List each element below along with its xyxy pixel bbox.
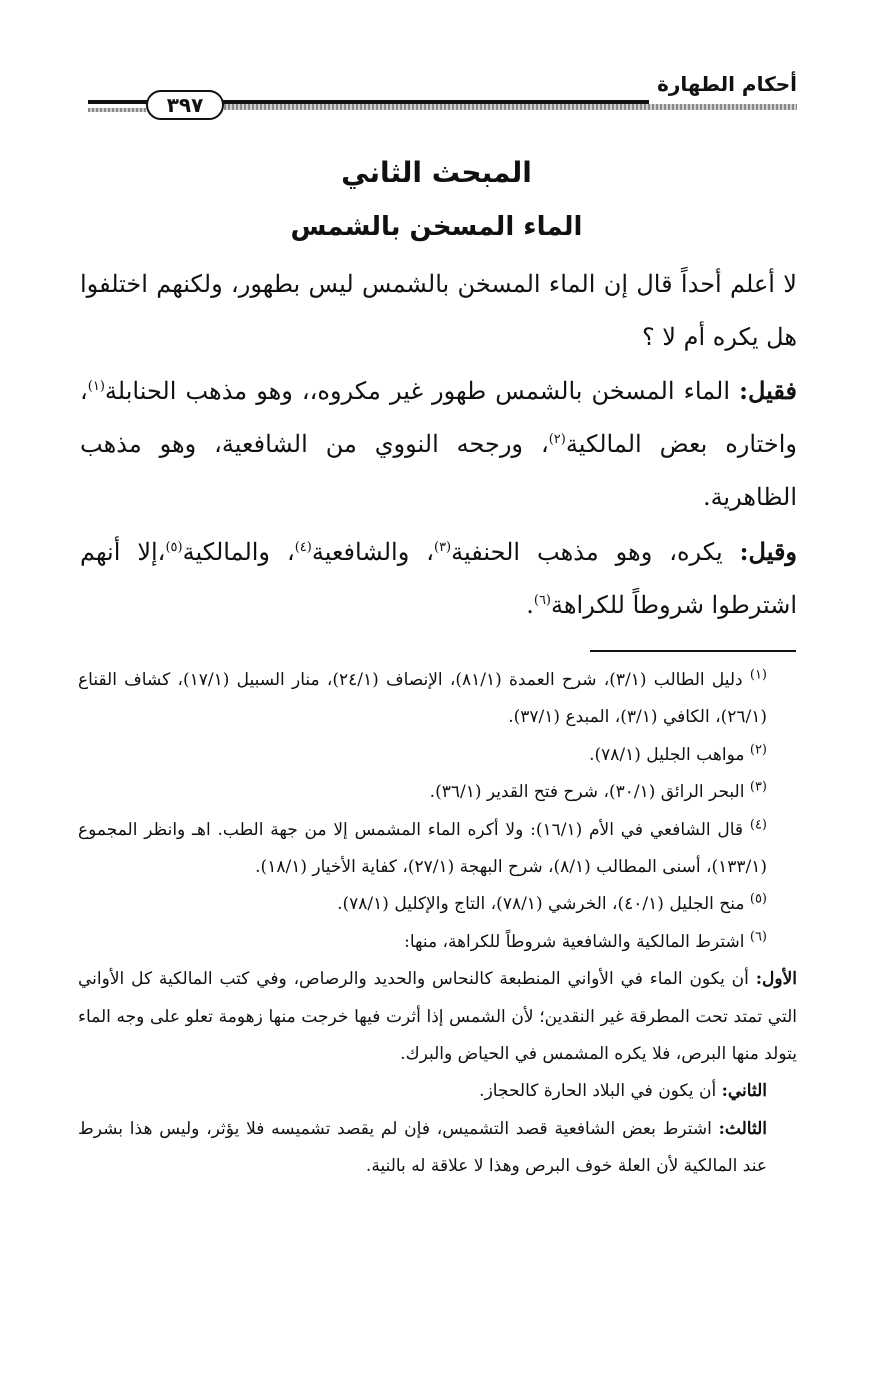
- footnote-ref[interactable]: (١): [87, 379, 105, 394]
- paragraph-text: ، واختاره بعض المالكية: [80, 377, 797, 458]
- condition-lead: الثاني:: [721, 1081, 767, 1102]
- paragraph-text: يكره، وهو مذهب الحنفية: [451, 538, 740, 566]
- header-rule-shade-left: [88, 108, 146, 112]
- condition-text: أن يكون في البلاد الحارة كالحجاز.: [479, 1081, 722, 1102]
- condition-text: اشترط بعض الشافعية قصد التشميس، فإن لم يقصد تشميسه فلا يؤثر، وليس هذا بشرط عند المالكية لأن العلة خوف البرص وهذا لا علاقة له بالنية.: [78, 1118, 767, 1177]
- running-header-title: أحكام الطهارة: [657, 72, 797, 96]
- paragraph-second-opinion: [80, 525, 797, 632]
- footnote-mark: (١): [749, 667, 767, 683]
- footnote-mark: (٥): [749, 891, 767, 907]
- footnote-ref[interactable]: (٣): [433, 540, 452, 555]
- opinion-lead: وقيل:: [739, 537, 798, 566]
- paragraph-first-opinion: [80, 364, 797, 524]
- footnote-mark: (٢): [749, 742, 767, 758]
- footnote-5: [78, 886, 797, 923]
- header-rule-shade: [224, 104, 797, 110]
- condition-lead: الثالث:: [718, 1118, 767, 1139]
- footnote-4: [78, 812, 797, 887]
- opinion-lead: فقيل:: [739, 376, 797, 405]
- paragraph-text: .: [526, 591, 534, 619]
- paragraph-text: ، والمالكية: [182, 538, 295, 566]
- condition-second: [78, 1073, 797, 1110]
- footnote-3: [78, 774, 797, 811]
- condition-third: [78, 1111, 797, 1186]
- paragraph-intro: لا أعلم أحداً قال إن الماء المسخن بالشمس ليس بطهور، ولكنهم اختلفوا هل يكره أم لا ؟: [80, 270, 797, 351]
- footnote-text: مواهب الجليل (٧٨/١).: [589, 744, 750, 765]
- footnote-1: [78, 662, 797, 737]
- topic-title: الماء المسخن بالشمس: [290, 212, 583, 242]
- footnote-mark: (٤): [749, 816, 767, 832]
- paragraph-text: ، ورجحه النووي من الشافعية، وهو مذهب الظاهرية.: [80, 430, 797, 511]
- footnote-ref[interactable]: (٦): [533, 593, 551, 608]
- footnote-text: قال الشافعي في الأم (١٦/١): ولا أكره الماء المشمس إلا من جهة الطب. اهـ وانظر المجموع (١٣٣/١)، أسنى المطالب (٨/١)، شرح البهجة (٢٧/١)، كفاية الأخيار (١٨/١).: [78, 819, 767, 878]
- footnote-text: دليل الطالب (٣/١)، شرح العمدة (٨١/١)، الإنصاف (٢٤/١)، منار السبيل (١٧/١)، كشاف القناع (٢٦/١)، الكافي (٣/١)، المبدع (٣٧/١).: [78, 670, 767, 728]
- page-number-badge: ٣٩٧: [146, 90, 224, 120]
- condition-text: أن يكون الماء في الأواني المنطبعة كالنحاس والحديد والرصاص، وفي كتب المالكية كل الأواني التي تمتد تحت المطرقة غير النقدين؛ لأن الشمس إذا أثرت فيها خرجت منها زهومة تعلو على وجه الماء يتولد منها البرص، فلا يكره المشمس في الحياض والبرك.: [78, 969, 797, 1065]
- footnote-ref[interactable]: (٥): [165, 540, 183, 555]
- footnote-mark: (٣): [749, 779, 767, 795]
- footnote-separator: [590, 650, 796, 652]
- footnote-text: منح الجليل (٤٠/١)، الخرشي (٧٨/١)، التاج والإكليل (٧٨/١).: [337, 894, 750, 915]
- paragraph-text: ، والشافعية: [311, 538, 434, 566]
- condition-first: [78, 961, 797, 1073]
- footnote-text: البحر الرائق (٣٠/١)، شرح فتح القدير (٣٦/١).: [429, 782, 750, 803]
- paragraph-text: الماء المسخن بالشمس طهور غير مكروه،، وهو مذهب الحنابلة: [104, 377, 740, 405]
- footnote-ref[interactable]: (٢): [548, 432, 566, 447]
- section-title: المبحث الثاني: [341, 156, 532, 189]
- footnote-2: [78, 737, 797, 774]
- footnote-text: اشترط المالكية والشافعية شروطاً للكراهة، منها:: [404, 931, 750, 952]
- footnote-mark: (٦): [749, 929, 767, 945]
- paragraph-text: ،إلا أنهم اشترطوا شروطاً للكراهة: [80, 538, 797, 619]
- footnote-ref[interactable]: (٤): [294, 540, 312, 555]
- condition-lead: الأول:: [755, 969, 797, 990]
- footnotes: [78, 662, 797, 1186]
- footnote-6: [78, 924, 797, 961]
